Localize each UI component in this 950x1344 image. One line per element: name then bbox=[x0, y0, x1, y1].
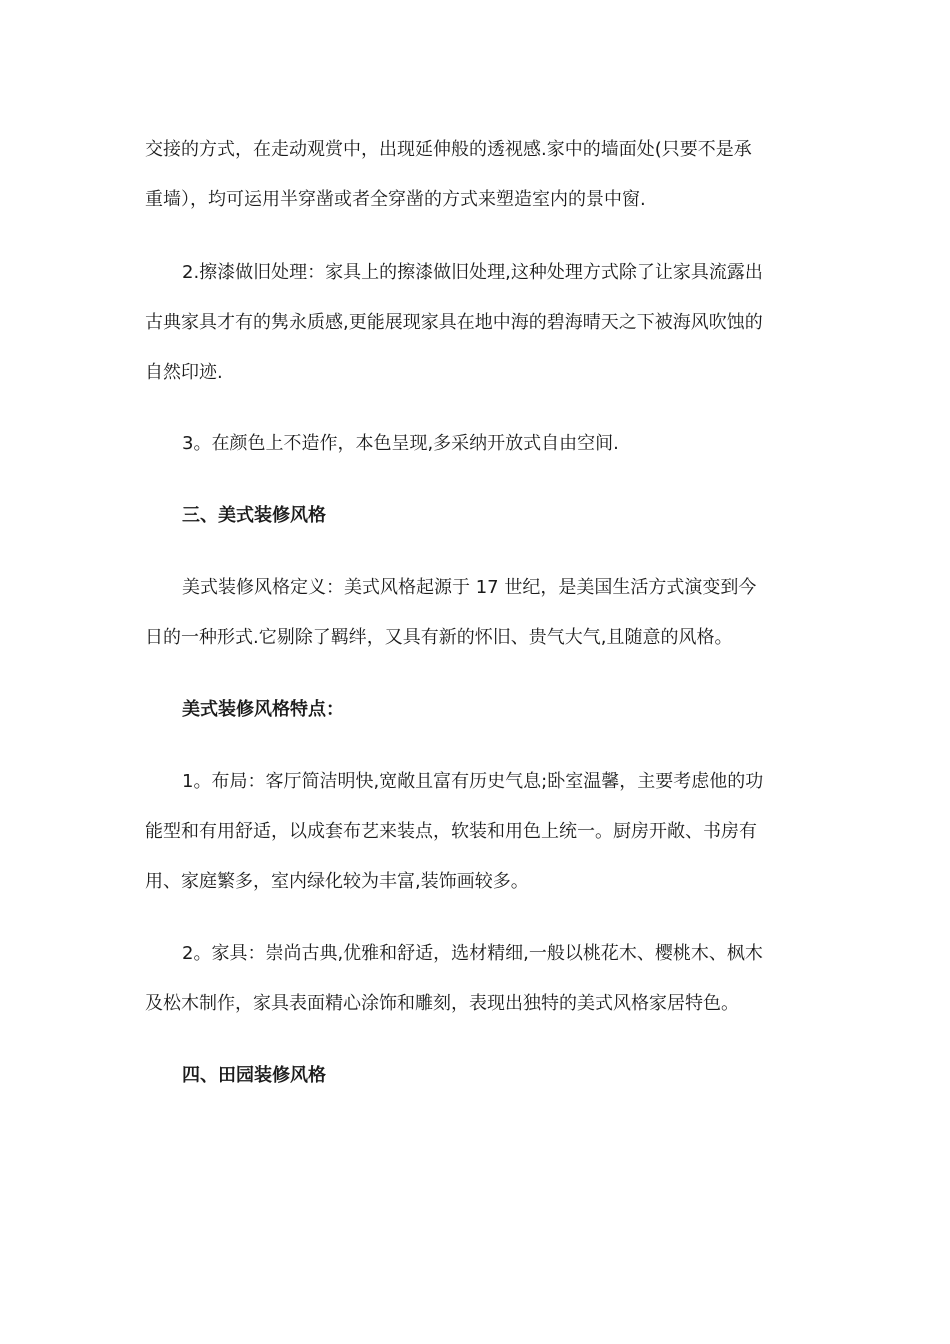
section-heading-american bbox=[145, 491, 810, 541]
heading-text: 四、田园装修风格 bbox=[182, 1065, 326, 1086]
heading-text: 美式装修风格特点： bbox=[182, 699, 344, 720]
text-line: 及松木制作，家具表面精心涂饰和雕刻，表现出独特的美式风格家居特色。 bbox=[145, 993, 739, 1014]
text-line: 日的一种形式.它剔除了羁绊，又具有新的怀旧、贵气大气,且随意的风格。 bbox=[145, 627, 733, 648]
paragraph-american-layout bbox=[145, 757, 810, 907]
subheading-american-features bbox=[145, 685, 810, 735]
text-line: 2。家具：崇尚古典,优雅和舒适，选材精细,一般以桃花木、樱桃木、枫木 bbox=[182, 943, 763, 964]
heading-text: 三、美式装修风格 bbox=[182, 505, 326, 526]
paragraph-american-furniture bbox=[145, 929, 810, 1029]
text-line: 交接的方式，在走动观赏中，出现延伸般的透视感.家中的墙面处(只要不是承 bbox=[145, 139, 752, 160]
paragraph-american-definition bbox=[145, 563, 810, 663]
text-line: 自然印迹. bbox=[145, 362, 223, 383]
text-line: 能型和有用舒适，以成套布艺来装点，软装和用色上统一。厨房开敞、书房有 bbox=[145, 821, 757, 842]
section-heading-pastoral bbox=[145, 1051, 810, 1101]
text-line: 重墙），均可运用半穿凿或者全穿凿的方式来塑造室内的景中窗. bbox=[145, 189, 646, 210]
text-line: 2.擦漆做旧处理：家具上的擦漆做旧处理,这种处理方式除了让家具流露出 bbox=[182, 262, 763, 283]
paragraph-item-2-distressed bbox=[145, 248, 810, 398]
paragraph-item-3-color bbox=[145, 419, 810, 469]
text-line: 3。在颜色上不造作，本色呈现,多采纳开放式自由空间. bbox=[182, 433, 619, 454]
text-line: 用、家庭繁多，室内绿化较为丰富,装饰画较多。 bbox=[145, 871, 529, 892]
text-line: 1。布局：客厅简洁明快,宽敞且富有历史气息;卧室温馨，主要考虑他的功 bbox=[182, 771, 764, 792]
paragraph-intro-continuation bbox=[145, 125, 810, 225]
text-line: 古典家具才有的隽永质感,更能展现家具在地中海的碧海晴天之下被海风吹蚀的 bbox=[145, 312, 763, 333]
text-line: 美式装修风格定义：美式风格起源于 17 世纪，是美国生活方式演变到今 bbox=[182, 577, 757, 598]
